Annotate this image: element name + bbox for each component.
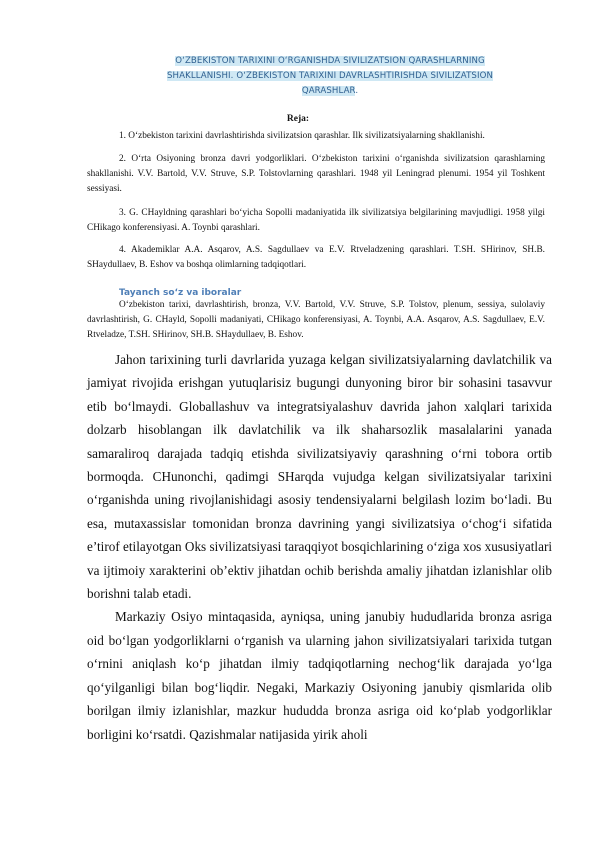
keywords-text: O‘zbekiston tarixi, davrlashtirish, bronza, V.V. Bartold, V.V. Struve, S.P. Tolstov, plenum, sessiya, sulolaviy davrlashtirish, G. CHayld, Sopolli madaniyati, CHikago konferensiyasi, A. Toynbi, A.A. Asqarov, A.S. Sagdullaev, E.V. Rtveladze, T.SH. SHirinov, SH.B. SHaydullaev, B. Eshov. <box>87 300 545 341</box>
document-title <box>120 54 540 99</box>
plan-heading: Reja: <box>286 114 310 124</box>
plan-item-2: 2. O‘rta Osiyoning bronza davri yodgorliklari. O‘zbekiston tarixini o‘rganishda sivilizatsion qarashlarning shakllanishi. V.V. Bartold, V.V. Struve, S.P. Tolstovlarning qarashlari. 1948 yil Leningrad plenumi. 1954 yil Toshkent sessiyasi. <box>87 154 545 195</box>
title-line-1: O‘ZBEKISTON TARIXINI O‘RGANISHDA SIVILIZATSION QARASHLARNING <box>175 56 485 66</box>
keywords-heading: Tayanch so‘z va iboralar <box>119 288 242 298</box>
plan-item-3: 3. G. CHayldning qarashlari bo‘yicha Sopolli madaniyatida ilk sivilizatsiya belgilarining mavjudligi. 1958 yilgi CHikago konferensiyasi. A. Toynbi qarashlari. <box>87 208 545 234</box>
title-line-2: SHAKLLANISHI. O‘ZBEKISTON TARIXINI DAVRLASHTIRISHDA SIVILIZATSION <box>166 71 493 81</box>
plan-item-1: 1. O‘zbekiston tarixini davrlashtirishda sivilizatsion qarashlar. Ilk sivilizatsiyalarning shakllanishi. <box>119 131 485 141</box>
title-period: . <box>355 86 359 96</box>
paragraph-1: Jahon tarixining turli davrlarida yuzaga kelgan sivilizatsiyalarning davlatchilik va jamiyat rivojida erishgan yutuqlarisiz bugungi dunyoning biror bir sohasini tasavvur etib bo‘lmaydi. Globallashuv va integratsiyalashuv davrida jahon xalqlari tarixida dolzarb hisoblangan ilk davlatchilik va ilk shaharsozlik masalalarini yanada samaraliroq darajada tadqiq etishda sivilizatsiyaviy qarashning o‘rni tobora ortib bormoqda. CHunonchi, qadimgi SHarqda vujudga kelgan sivilizatsiyalar tarixini o‘rganishda uning rivojlanishidagi asosiy tendensiyalarni belgilash lozim bo‘ladi. Bu esa, mutaxassislar tomonidan bronza davrining yangi sivilizatsiya o‘chog‘i sifatida e’tirof etilayotgan Oks sivilizatsiyasi taraqqiyot bosqichlarining o‘ziga xos xususiyatlari va ijtimoiy xarakterini ob’ektiv jihatdan ochib berishda amaliy jihatdan izlanishlar olib borishni talab etadi. <box>87 352 552 602</box>
paragraph-2: Markaziy Osiyo mintaqasida, ayniqsa, uning janubiy hududlarida bronza asriga oid bo‘lgan yodgorliklarni o‘rganish va ularning jahon sivilizatsiyalari tarixida tutgan o‘rnini aniqlash ko‘p jihatdan ilmiy tadqiqotlarning nechog‘lik darajada yo‘lga qo‘yilganligi bilan bog‘liqdir. Negaki, Markaziy Osiyoning janubiy qismlarida olib borilgan ilmiy izlanishlar, mazkur hududda bronza asriga oid ko‘plab yodgorliklar borligini ko‘rsatdi. Qazishmalar natijasida yirik aholi <box>87 609 552 742</box>
plan-item-4: 4. Akademiklar A.A. Asqarov, A.S. Sagdullaev va E.V. Rtveladzening qarashlari. T.SH. SHirinov, SH.B. SHaydullaev, B. Eshov va boshqa olimlarning tadqiqotlari. <box>87 245 545 271</box>
main-text <box>87 348 552 746</box>
title-line-3: QARASHLAR <box>301 86 356 96</box>
